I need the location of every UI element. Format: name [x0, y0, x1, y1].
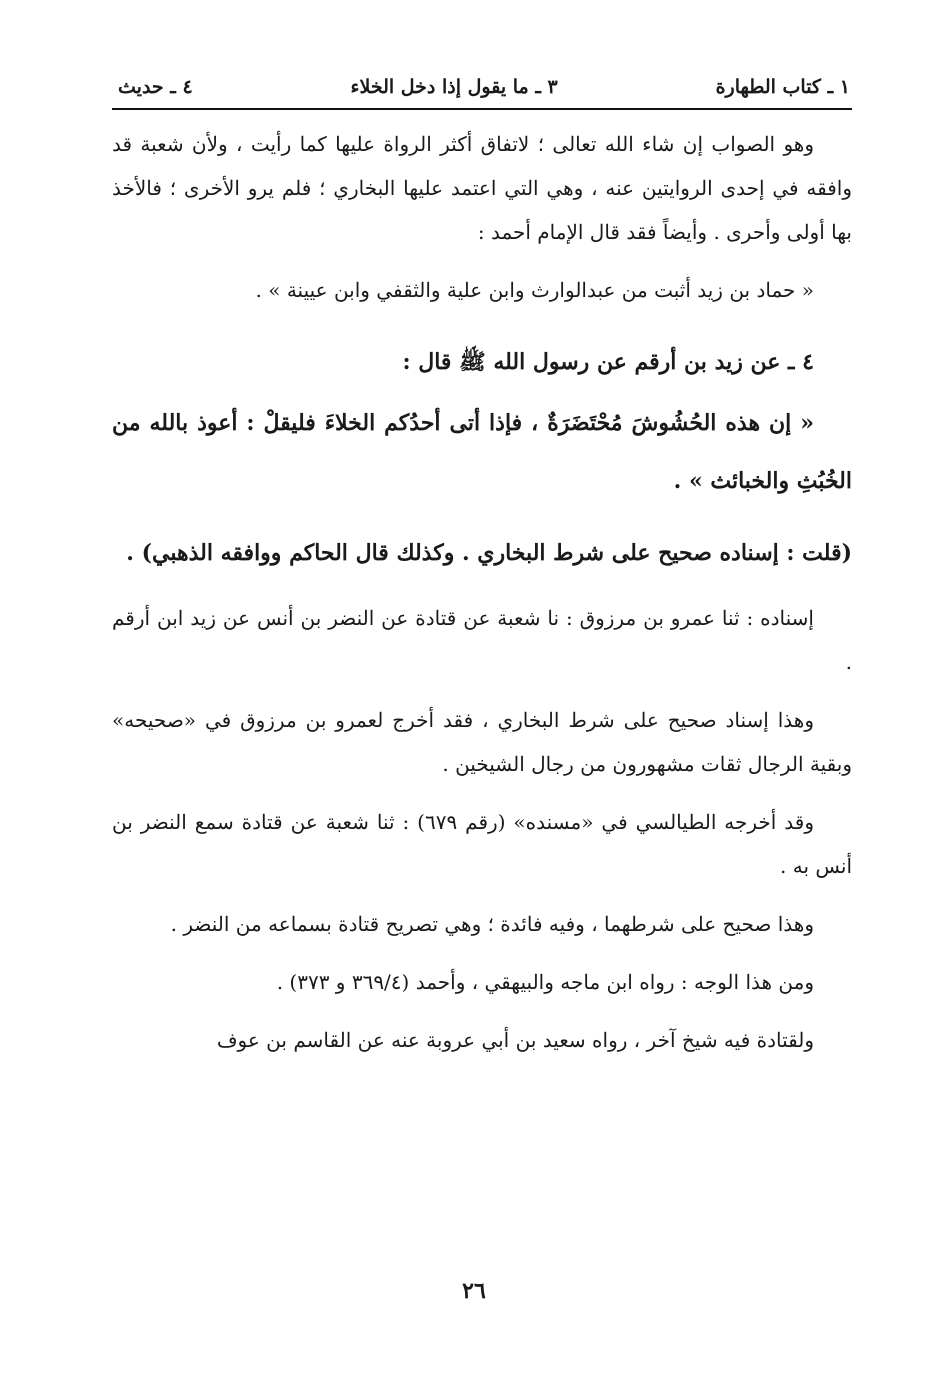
note-isnad: إسناده : ثنا عمرو بن مرزوق : نا شعبة عن قتادة عن النضر بن أنس عن زيد ابن أرقم .: [112, 606, 852, 674]
header-book-title: ١ ـ كتاب الطهارة: [715, 76, 850, 98]
note-tayalisi: وقد أخرجه الطيالسي في «مسنده» (رقم ٦٧٩) : ثنا شعبة عن قتادة سمع النضر بن أنس به .: [112, 810, 852, 878]
header-rule: [112, 108, 852, 110]
page-body: [112, 122, 852, 1076]
page-number: ٢٦: [462, 1278, 486, 1304]
header-hadith-number: ٤ ـ حديث: [118, 76, 193, 98]
hadith-grading-comment: (قلت : إسناده صحيح على شرط البخاري . وكذلك قال الحاكم ووافقه الذهبي) .: [126, 540, 852, 566]
header-chapter-title: ٣ ـ ما يقول إذا دخل الخلاء: [350, 76, 558, 98]
note-other-sources: ومن هذا الوجه : رواه ابن ماجه والبيهقي ، وأحمد (٣٦٩/٤ و ٣٧٣) .: [276, 970, 814, 994]
hadith-title: ٤ ـ عن زيد بن أرقم عن رسول الله ﷺ قال :: [402, 349, 814, 375]
paragraph-intro: وهو الصواب إن شاء الله تعالى ؛ لاتفاق أكثر الرواة عليها كما رأيت ، ولأن شعبة قد وافقه في إحدى الروايتين عنه ، وهي التي اعتمد عليها البخاري ؛ فلم يرو الأخرى ؛ فالأخذ بها أولى وأحرى . وأيضاً فقد قال الإمام أحمد :: [112, 132, 852, 244]
hadith-text: « إن هذه الحُشُوشَ مُحْتَضَرَةٌ ، فإذا أتى أحدُكم الخلاءَ فليقلْ : أعوذ بالله من الخُبُثِ والخبائث » .: [112, 410, 852, 494]
paragraph-quote: « حماد بن زيد أثبت من عبدالوارث وابن علية والثقفي وابن عيينة » .: [255, 278, 814, 302]
note-authenticity: وهذا إسناد صحيح على شرط البخاري ، فقد أخرج لعمرو بن مرزوق في «صحيحه» وبقية الرجال ثقات مشهورون من رجال الشيخين .: [112, 708, 852, 776]
note-continuation: ولقتادة فيه شيخ آخر ، رواه سعيد بن أبي عروبة عنه عن القاسم بن عوف: [216, 1028, 814, 1052]
note-benefit: وهذا صحيح على شرطهما ، وفيه فائدة ؛ وهي تصريح قتادة بسماعه من النضر .: [170, 912, 814, 936]
running-header: [118, 70, 850, 104]
